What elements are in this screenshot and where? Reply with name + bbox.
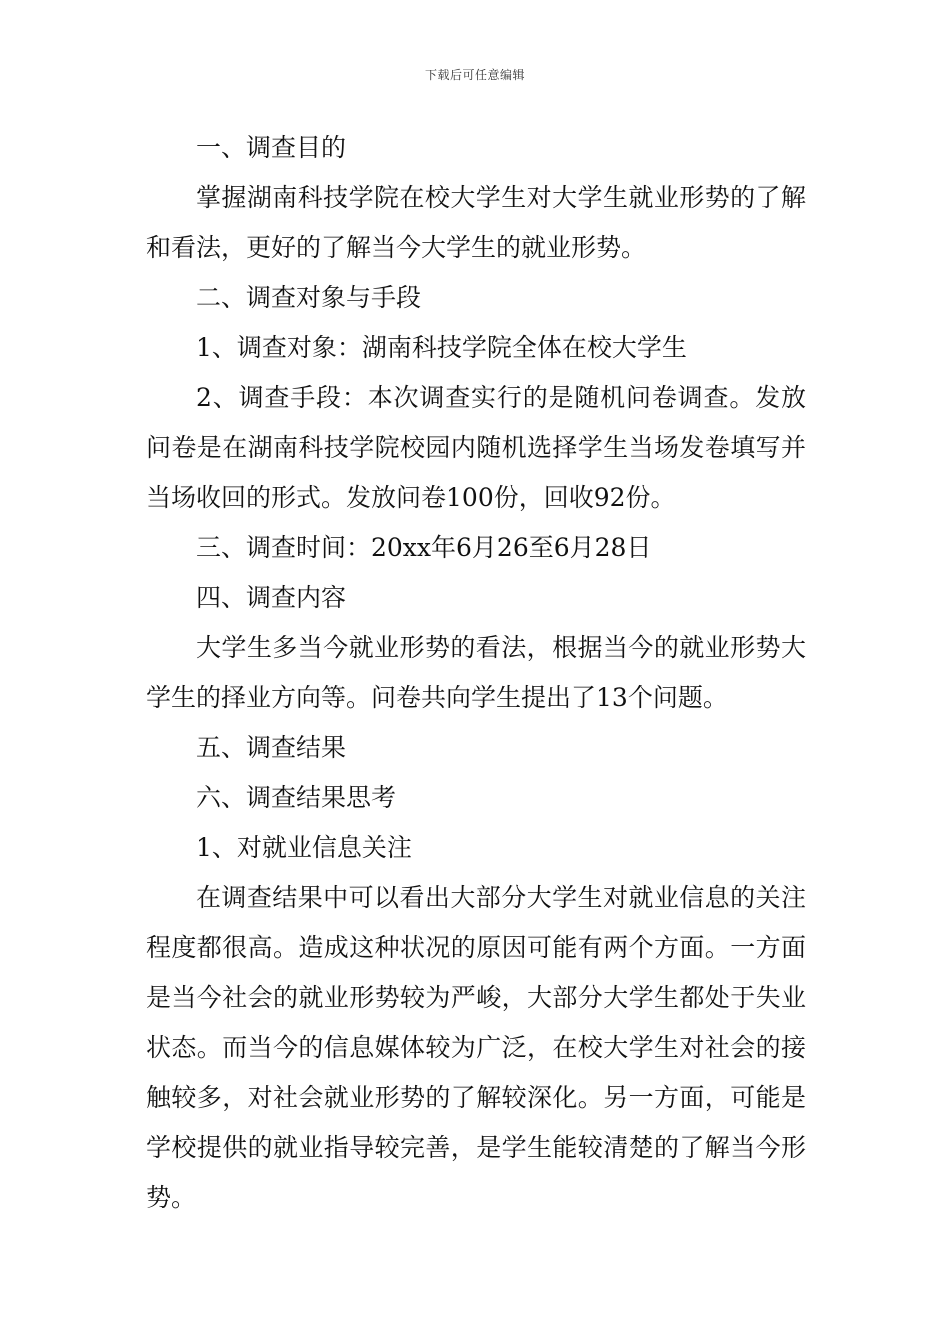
paragraph-survey-subjects: 1、调查对象：湖南科技学院全体在校大学生 <box>196 333 687 362</box>
heading-survey-time: 三、调查时间：20xx年6月26至6月28日 <box>196 533 652 562</box>
subheading-employment-info: 1、对就业信息关注 <box>196 833 412 862</box>
heading-survey-results: 五、调查结果 <box>196 733 347 762</box>
paragraph-employment-info: 在调查结果中可以看出大部分大学生对就业信息的关注程度都很高。造成这种状况的原因可能有两个方面。一方面是当今社会的就业形势较为严峻，大部分大学生都处于失业状态。而当今的信息媒体较为广泛，在校大学生对社会的接触较多，对社会就业形势的了解较深化。另一方面，可能是学校提供的就业指导较完善，是学生能较清楚的了解当今形势。 <box>146 883 806 1212</box>
paragraph-survey-content: 大学生多当今就业形势的看法，根据当今的就业形势大学生的择业方向等。问卷共向学生提出了13个问题。 <box>146 633 806 712</box>
heading-results-reflection: 六、调查结果思考 <box>196 783 397 812</box>
heading-survey-subjects-methods: 二、调查对象与手段 <box>196 283 422 312</box>
heading-survey-purpose: 一、调查目的 <box>196 133 347 162</box>
paragraph-survey-purpose: 掌握湖南科技学院在校大学生对大学生就业形势的了解和看法，更好的了解当今大学生的就业形势。 <box>146 183 806 262</box>
header-note: 下载后可任意编辑 <box>424 68 525 82</box>
paragraph-survey-methods: 2、调查手段：本次调查实行的是随机问卷调查。发放问卷是在湖南科技学院校园内随机选择学生当场发卷填写并当场收回的形式。发放问卷100份，回收92份。 <box>146 383 806 512</box>
heading-survey-content: 四、调查内容 <box>196 583 347 612</box>
document-body <box>146 123 806 1223</box>
